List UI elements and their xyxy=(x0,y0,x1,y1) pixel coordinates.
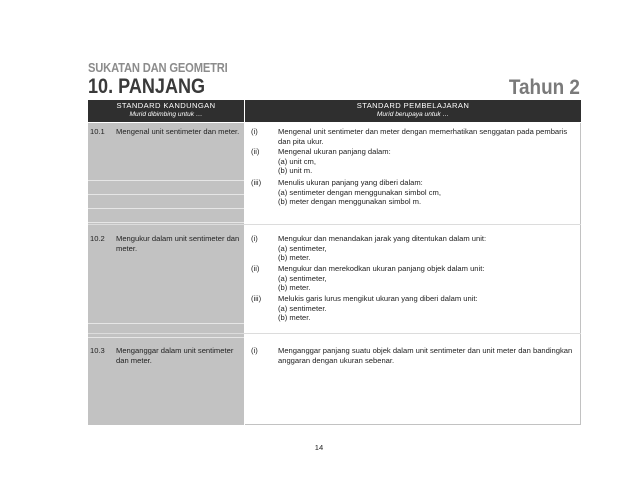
objective-subitem: (a) sentimeter, xyxy=(278,243,327,253)
objective-marker: (ii) xyxy=(251,147,260,156)
objective-marker: (iii) xyxy=(251,294,262,303)
objective-subitem: (b) meter. xyxy=(278,253,311,263)
standard-content-title: STANDARD KANDUNGAN xyxy=(116,101,216,110)
section-separator xyxy=(88,333,581,334)
objective-marker: (i) xyxy=(251,234,258,243)
standard-text: Mengukur dalam unit sentimeter dan meter. xyxy=(116,234,240,253)
standard-text: Mengenal unit sentimeter dan meter. xyxy=(116,127,240,136)
objective-text: Mengenal unit sentimeter dan meter dengan memerhatikan senggatan pada pembaris dan pita ukur. xyxy=(278,127,568,146)
objective-marker: (i) xyxy=(251,346,258,355)
standard-content-subtitle: Murid dibimbing untuk … xyxy=(129,111,203,118)
objective-marker: (iii) xyxy=(251,178,262,187)
objective-subitem: (a) unit cm, xyxy=(278,156,316,166)
topic-title: 10. PANJANG xyxy=(88,75,206,98)
objective-text: Mengukur dan menandakan jarak yang ditentukan dalam unit: xyxy=(278,234,487,243)
learning-standard-title: STANDARD PEMBELAJARAN xyxy=(356,101,470,110)
objective-subitem: (a) sentimeter. xyxy=(278,303,327,313)
objective-subitem: (b) meter. xyxy=(278,283,311,293)
section-separator xyxy=(88,224,581,225)
objective-text: Menulis ukuran panjang yang diberi dalam: xyxy=(278,178,423,187)
objective-item xyxy=(251,234,577,263)
objective-text: Mengukur dan merekodkan ukuran panjang objek dalam unit: xyxy=(278,264,485,273)
row-divider xyxy=(88,194,244,195)
row-divider xyxy=(88,222,244,223)
learning-standard-header xyxy=(245,100,581,122)
year-label: Tahun 2 xyxy=(508,76,580,99)
objective-subitem: (a) sentimeter dengan menggunakan simbol cm, xyxy=(278,187,441,197)
objective-marker: (ii) xyxy=(251,264,260,273)
standard-number: 10.2 xyxy=(90,234,105,243)
objective-text: Melukis garis lurus mengikut ukuran yang diberi dalam unit: xyxy=(278,294,478,303)
standard-text: Menganggar dalam unit sentimeter dan meter. xyxy=(116,346,234,365)
row-divider xyxy=(88,323,244,324)
objective-text: Mengenal ukuran panjang dalam: xyxy=(278,147,391,156)
curriculum-table xyxy=(88,100,581,425)
objective-item xyxy=(251,178,577,207)
objective-item xyxy=(251,346,577,365)
objective-subitem: (b) meter. xyxy=(278,313,311,323)
row-divider xyxy=(88,208,244,209)
page-number: 14 xyxy=(314,443,324,452)
objective-text: Menganggar panjang suatu objek dalam unit sentimeter dan unit meter dan bandingkan anggaran dengan ukuran sebenar. xyxy=(278,346,573,365)
learning-standard-subtitle: Murid berupaya untuk … xyxy=(376,111,450,118)
objective-item xyxy=(251,127,577,146)
standard-content-header xyxy=(88,100,244,122)
standard-item xyxy=(90,346,242,366)
objective-marker: (i) xyxy=(251,127,258,136)
objective-item xyxy=(251,264,577,293)
objective-subitem: (b) unit m. xyxy=(278,166,313,176)
objective-item xyxy=(251,147,577,176)
row-divider xyxy=(88,337,244,338)
objective-subitem: (a) sentimeter, xyxy=(278,273,327,283)
standard-item xyxy=(90,127,242,137)
standard-content-column xyxy=(88,123,244,425)
objective-subitem: (b) meter dengan menggunakan simbol m. xyxy=(278,197,422,207)
standard-item xyxy=(90,234,242,254)
row-divider xyxy=(88,180,244,181)
standard-number: 10.3 xyxy=(90,346,105,355)
objective-item xyxy=(251,294,577,323)
subject-heading: SUKATAN DAN GEOMETRI xyxy=(88,60,228,75)
standard-number: 10.1 xyxy=(90,127,105,136)
